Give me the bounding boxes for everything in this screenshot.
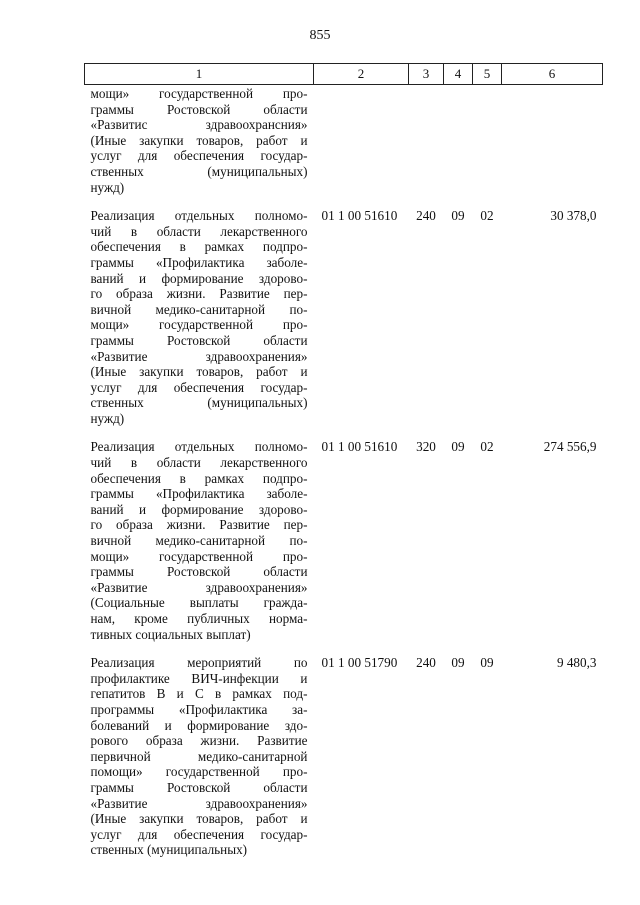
description-line: граммы Ростовской области	[90, 332, 308, 348]
description-line: чий в области лекарственного	[90, 455, 308, 471]
target-article-code: 01 1 00 51790	[321, 655, 398, 671]
row-description	[85, 202, 314, 433]
description-line: гепатитов В и С в рамках под-	[90, 686, 308, 702]
description-line: «Развитие здравоохранения»	[90, 579, 308, 595]
expense-type-code: 320	[416, 439, 436, 455]
column-header-3: 3	[409, 64, 444, 85]
description-line: ваний и формирование здорово-	[90, 270, 308, 286]
column-header-4: 4	[444, 64, 473, 85]
expense-type-code	[409, 85, 444, 203]
target-article-code	[314, 85, 409, 203]
description-line: программы «Профилактика за-	[90, 701, 308, 717]
description-line: помощи» государственной про-	[90, 764, 308, 780]
description-line: граммы «Профилактика заболе-	[90, 486, 308, 502]
description-line: нужд)	[90, 179, 125, 195]
table-row	[85, 202, 603, 433]
description-line: Реализация отдельных полномо-	[90, 439, 308, 455]
description-line: мощи» государственной про-	[90, 548, 308, 564]
description-line: граммы Ростовской области	[90, 779, 308, 795]
description-line: (Иные закупки товаров, работ и	[90, 811, 308, 827]
column-header-5: 5	[473, 64, 502, 85]
column-header-1: 1	[85, 64, 314, 85]
description-line: граммы «Профилактика заболе-	[90, 254, 308, 270]
description-line: мощи» государственной про-	[90, 317, 308, 333]
description-line: услуг для обеспечения государ-	[90, 148, 308, 164]
description-line: рового образа жизни. Развитие	[90, 733, 308, 749]
description-line: мощи» государственной про-	[90, 86, 308, 101]
description-line: первичной медико-санитарной	[90, 748, 308, 764]
expense-type-code: 240	[416, 208, 436, 224]
description-line: ваний и формирование здорово-	[90, 501, 308, 517]
table-row	[85, 649, 603, 865]
amount-value	[502, 85, 603, 203]
row-description	[85, 433, 314, 649]
description-line: ственных (муниципальных)	[90, 163, 308, 179]
subsection-code	[473, 85, 502, 203]
description-line: болеваний и формирование здо-	[90, 717, 308, 733]
row-description	[85, 649, 314, 865]
description-line: обеспечения в рамках подпро-	[90, 470, 308, 486]
description-line: вичной медико-санитарной по-	[90, 301, 308, 317]
table-header-row	[85, 64, 603, 85]
section-code: 09	[451, 439, 465, 455]
description-line: (Иные закупки товаров, работ и	[90, 364, 308, 380]
description-line: граммы Ростовской области	[90, 564, 308, 580]
amount-value: 30 378,0	[550, 208, 597, 224]
description-line: тивных социальных выплат)	[90, 626, 251, 642]
target-article-code: 01 1 00 51610	[321, 208, 398, 224]
description-line: Реализация отдельных полномо-	[90, 208, 308, 224]
table-row	[85, 433, 603, 649]
expense-type-code: 240	[416, 655, 436, 671]
amount-value: 9 480,3	[556, 655, 597, 671]
subsection-code: 02	[480, 208, 494, 224]
section-code: 09	[451, 655, 465, 671]
description-line: услуг для обеспечения государ-	[90, 379, 308, 395]
description-line: (Социальные выплаты гражда-	[90, 595, 308, 611]
description-line: чий в области лекарственного	[90, 223, 308, 239]
description-line: го образа жизни. Развитие пер-	[90, 286, 308, 302]
column-header-6: 6	[502, 64, 603, 85]
table-body	[85, 85, 603, 865]
description-line: граммы Ростовской области	[90, 101, 308, 117]
description-line: профилактике ВИЧ-инфекции и	[90, 670, 308, 686]
page-number: 855	[309, 28, 331, 43]
column-header-2: 2	[314, 64, 409, 85]
budget-table	[84, 63, 603, 865]
description-line: обеспечения в рамках подпро-	[90, 239, 308, 255]
description-line: (Иные закупки товаров, работ и	[90, 132, 308, 148]
target-article-code: 01 1 00 51610	[321, 439, 398, 455]
subsection-code: 09	[480, 655, 494, 671]
description-line: вичной медико-санитарной по-	[90, 533, 308, 549]
description-line: ственных (муниципальных)	[90, 395, 308, 411]
section-code	[444, 85, 473, 203]
description-line: нужд)	[90, 410, 125, 426]
description-line: «Развитис здравоохрансния»	[90, 117, 308, 133]
description-line: го образа жизни. Развитие пер-	[90, 517, 308, 533]
description-line: Реализация мероприятий по	[90, 655, 308, 671]
section-code: 09	[451, 208, 465, 224]
description-line: «Развитие здравоохранения»	[90, 348, 308, 364]
description-line: ственных (муниципальных)	[90, 842, 248, 858]
amount-value: 274 556,9	[543, 439, 597, 455]
row-description	[85, 85, 314, 203]
subsection-code: 02	[480, 439, 494, 455]
description-line: «Развитие здравоохранения»	[90, 795, 308, 811]
table-row	[85, 85, 603, 203]
description-line: услуг для обеспечения государ-	[90, 826, 308, 842]
description-line: нам, кроме публичных норма-	[90, 611, 308, 626]
